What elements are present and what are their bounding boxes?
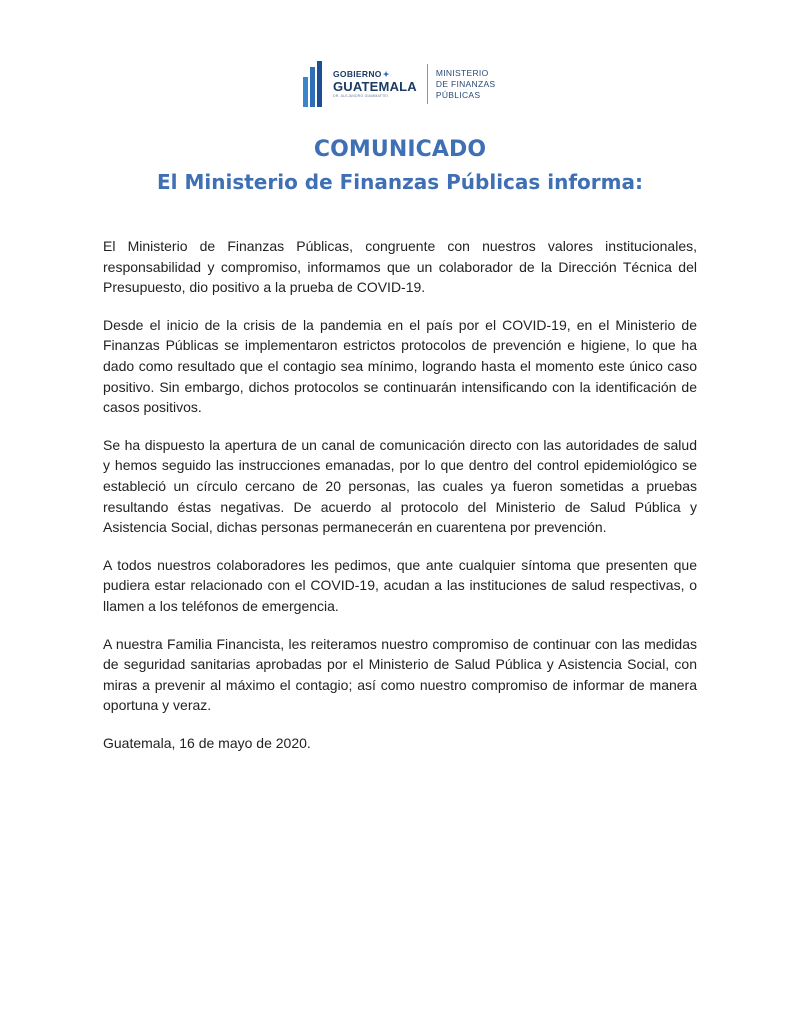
gov-line2: GUATEMALA (333, 78, 417, 94)
government-logotype (333, 70, 427, 99)
gov-line3: DR. ALEJANDRO GIAMMATTEI (333, 93, 389, 98)
document-title: COMUNICADO (313, 137, 487, 162)
ministry-line1: MINISTERIO (435, 67, 489, 78)
body-paragraph: A nuestra Familia Financista, les reiteramos nuestro compromiso de continuar con las medidas de seguridad sanitarias aprobadas por el Ministerio de Salud Pública y Asistencia Social, con miras a prevenir al máximo el contagio; así como nuestro compromiso de informar de manera oportuna y veraz. (103, 635, 697, 714)
body-paragraph: El Ministerio de Finanzas Públicas, congruente con nuestros valores institucionales, responsabilidad y compromiso, informamos que un colaborador de la Dirección Técnica del Presupuesto, dio positivo a la prueba de COVID-19. (103, 238, 697, 296)
ministry-line3: PÚBLICAS (435, 89, 481, 100)
quetzal-icon: ✦ (382, 69, 390, 79)
body-paragraph: Desde el inicio de la crisis de la pandemia en el país por el COVID-19, en el Ministerio de Finanzas Públicas se implementaron estrictos protocolos de prevención e higiene, lo que ha dado como resultado que el contagio sea mínimo, logrando hasta el momento este único caso positivo. Sin embargo, dichos protocolos se continuarán intensificando con la identificación de casos positivos. (103, 316, 697, 416)
header-logo (303, 60, 495, 108)
gov-line1: GOBIERNO✦ (333, 68, 390, 79)
ministry-logotype (436, 68, 496, 101)
guatemala-flag-bars-icon (303, 61, 327, 107)
document-body (103, 236, 697, 770)
body-paragraph: A todos nuestros colaboradores les pedimos, que ante cualquier síntoma que presenten que pudiera estar relacionado con el COVID-19, acudan a las instituciones de salud respectivas, o llamen a los teléfonos de emergencia. (103, 556, 697, 614)
date-line: Guatemala, 16 de mayo de 2020. (103, 734, 311, 751)
ministry-line2: DE FINANZAS (435, 78, 496, 89)
body-paragraph: Se ha dispuesto la apertura de un canal de comunicación directo con las autoridades de salud y hemos seguido las instrucciones emanadas, por lo que dentro del control epidemiológico se estableció un círculo cercano de 20 personas, las cuales ya fueron sometidas a pruebas resultando éstas negativas. De acuerdo al protocolo del Ministerio de Salud Pública y Asistencia Social, dichas personas permanecerán en cuarentena por prevención. (103, 436, 697, 536)
title-block (0, 136, 800, 196)
logo-divider (427, 64, 428, 104)
document-subtitle: El Ministerio de Finanzas Públicas informa: (157, 170, 643, 194)
